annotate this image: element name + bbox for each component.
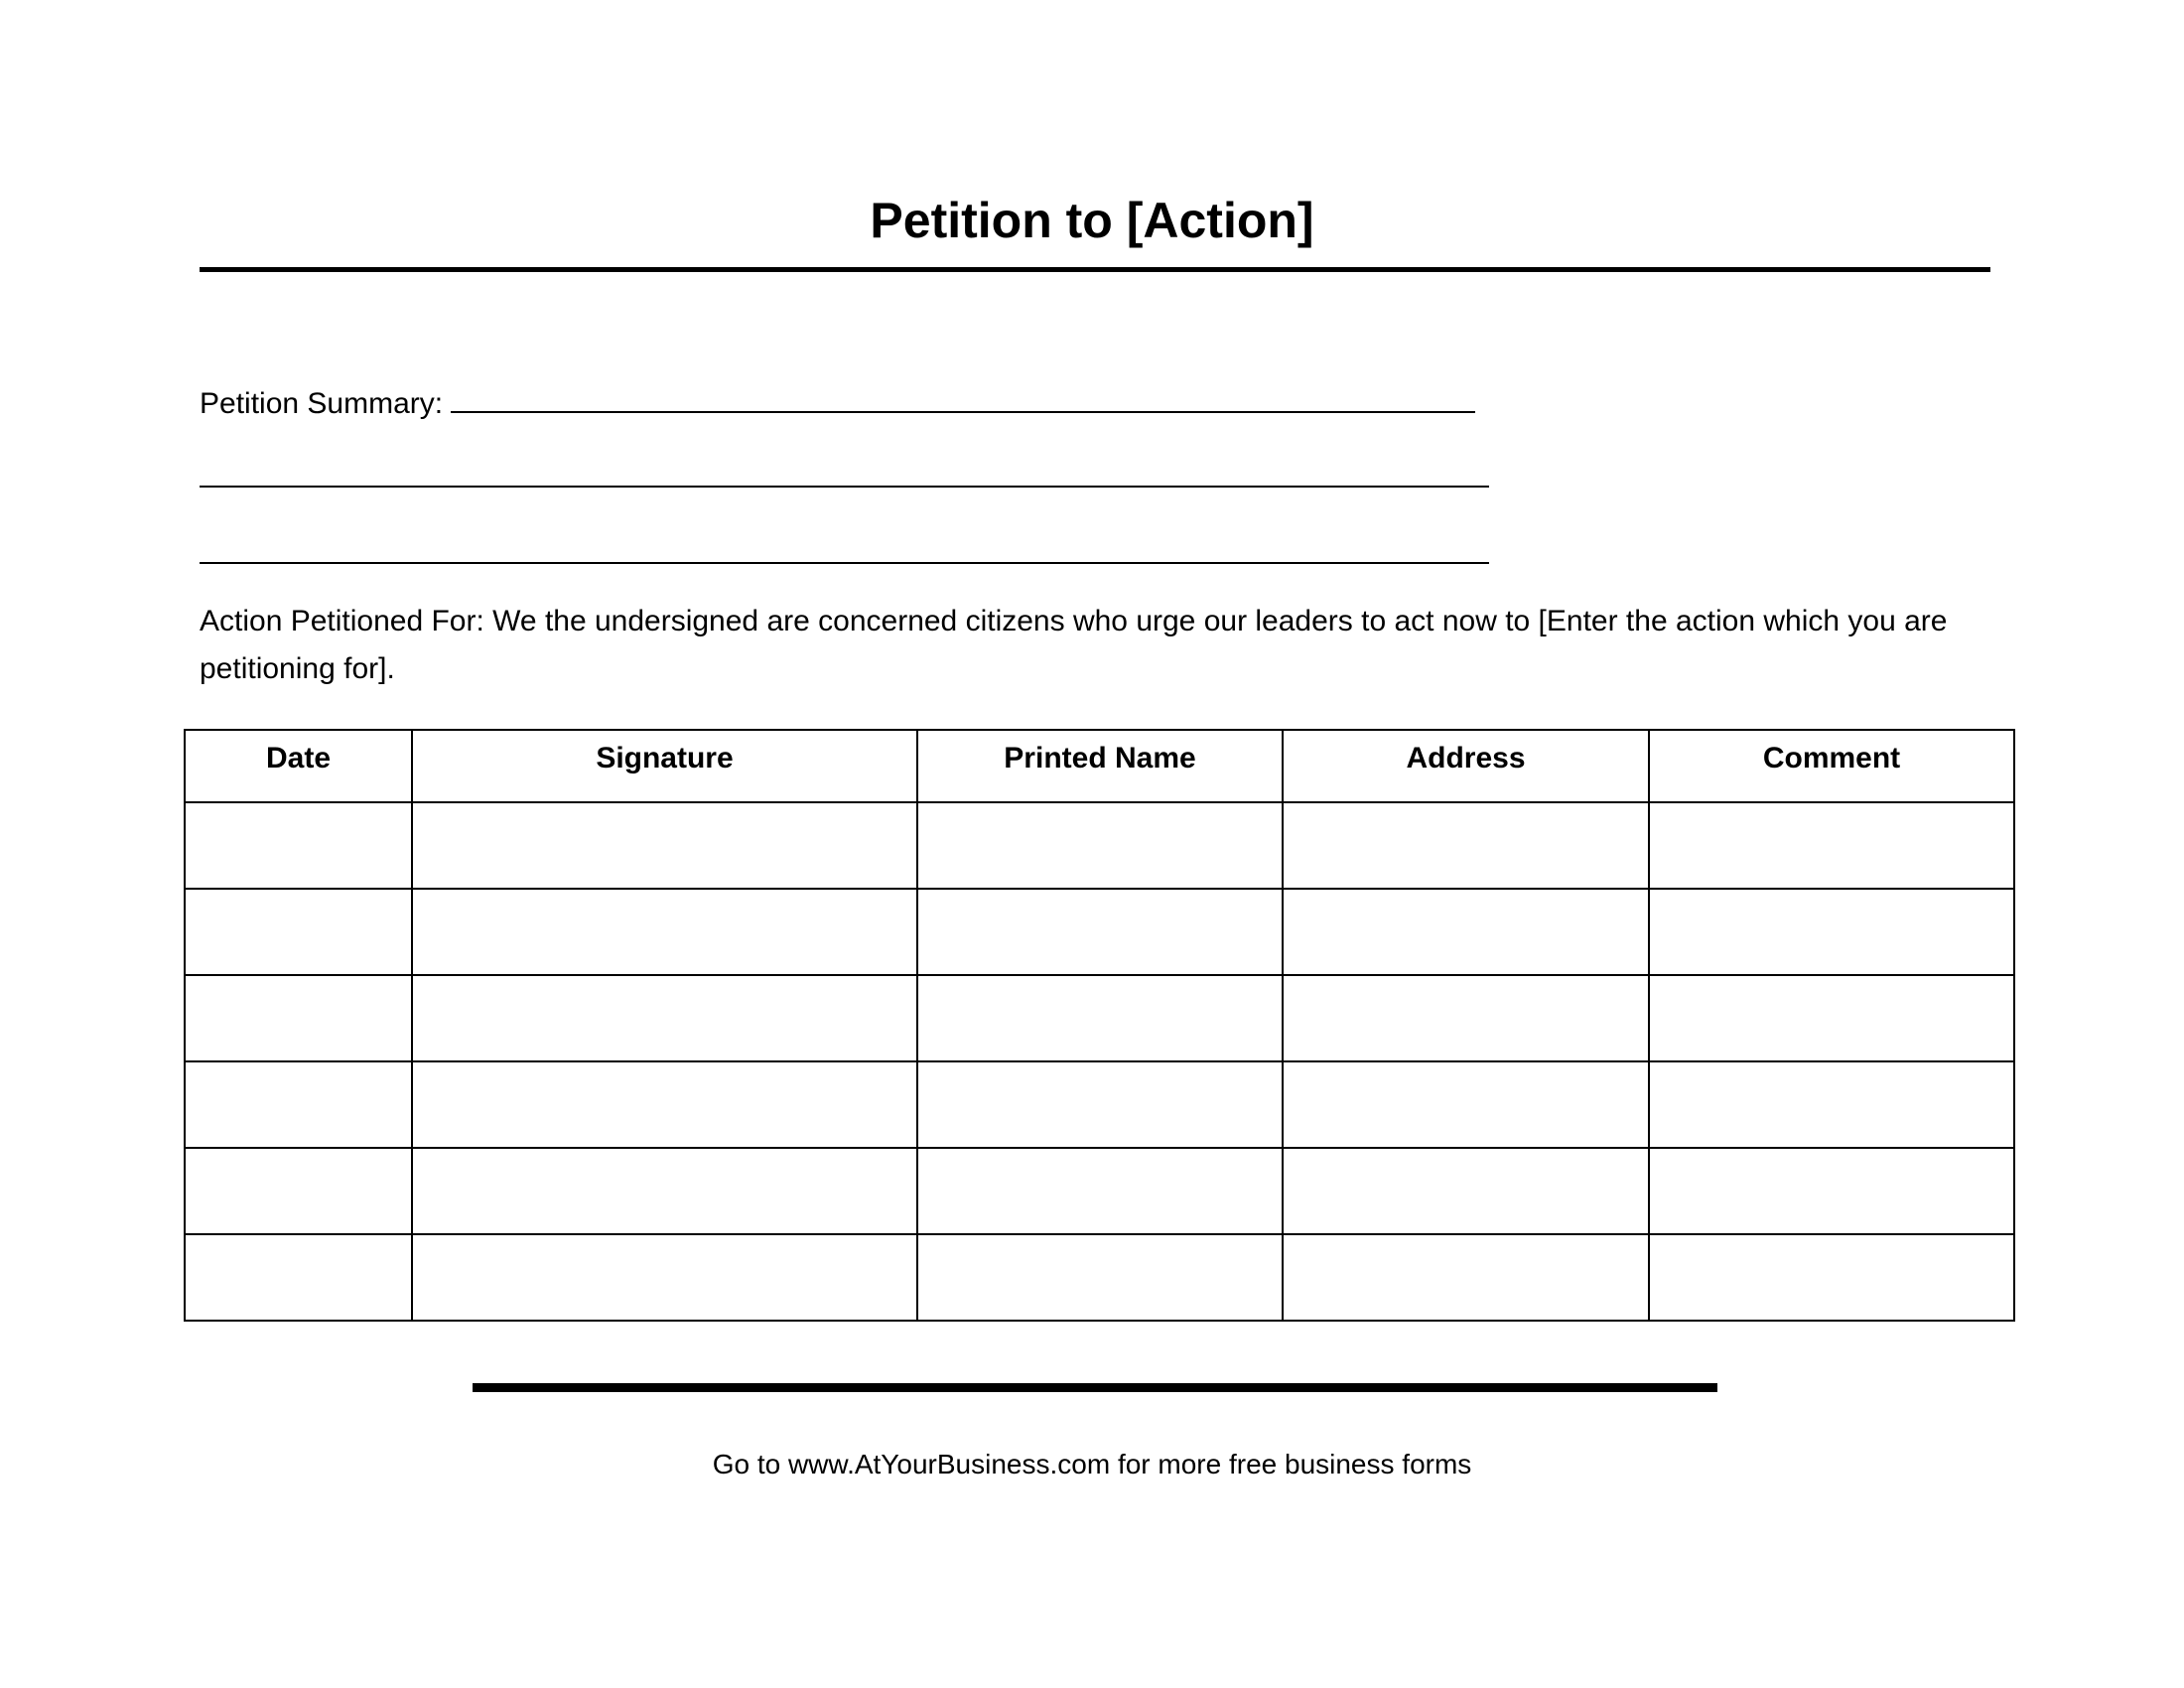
printed-name-cell[interactable] xyxy=(917,1234,1283,1321)
table-row xyxy=(185,1234,2014,1321)
date-cell[interactable] xyxy=(185,889,412,975)
title-divider xyxy=(200,267,1990,272)
address-cell[interactable] xyxy=(1283,1234,1649,1321)
printed-name-cell[interactable] xyxy=(917,1061,1283,1148)
petition-summary-blank-line[interactable] xyxy=(451,381,1475,413)
table-row xyxy=(185,802,2014,889)
comment-cell[interactable] xyxy=(1649,1234,2014,1321)
signature-cell[interactable] xyxy=(412,802,917,889)
footer-text: Go to www.AtYourBusiness.com for more free business forms xyxy=(712,1449,1472,1479)
action-petitioned-for-text: Action Petitioned For: We the undersigned are concerned citizens who urge our leaders to act now to [Enter the action which you are petitioning for]. xyxy=(200,605,1948,685)
petition-summary-label: Petition Summary: xyxy=(200,387,444,420)
printed-name-cell[interactable] xyxy=(917,975,1283,1061)
petition-summary-row xyxy=(200,381,1475,424)
table-row xyxy=(185,889,2014,975)
signature-cell[interactable] xyxy=(412,1148,917,1234)
table-header-row xyxy=(185,730,2014,802)
petition-summary-blank-line-2[interactable] xyxy=(200,486,1489,488)
column-header-date: Date xyxy=(185,730,412,802)
address-cell[interactable] xyxy=(1283,1061,1649,1148)
date-cell[interactable] xyxy=(185,802,412,889)
comment-cell[interactable] xyxy=(1649,1148,2014,1234)
comment-cell[interactable] xyxy=(1649,889,2014,975)
column-header-address: Address xyxy=(1283,730,1649,802)
printed-name-cell[interactable] xyxy=(917,889,1283,975)
comment-cell[interactable] xyxy=(1649,802,2014,889)
table-row xyxy=(185,1061,2014,1148)
address-cell[interactable] xyxy=(1283,889,1649,975)
comment-cell[interactable] xyxy=(1649,975,2014,1061)
address-cell[interactable] xyxy=(1283,802,1649,889)
signature-cell[interactable] xyxy=(412,975,917,1061)
table-row xyxy=(185,1148,2014,1234)
page-title: Petition to [Action] xyxy=(870,193,1314,248)
date-cell[interactable] xyxy=(185,1234,412,1321)
column-header-signature: Signature xyxy=(412,730,917,802)
column-header-printed-name: Printed Name xyxy=(917,730,1283,802)
date-cell[interactable] xyxy=(185,1061,412,1148)
signature-cell[interactable] xyxy=(412,1234,917,1321)
footer-divider xyxy=(473,1383,1717,1392)
address-cell[interactable] xyxy=(1283,1148,1649,1234)
signature-cell[interactable] xyxy=(412,1061,917,1148)
signature-table xyxy=(184,729,2015,1322)
comment-cell[interactable] xyxy=(1649,1061,2014,1148)
printed-name-cell[interactable] xyxy=(917,802,1283,889)
table-row xyxy=(185,975,2014,1061)
printed-name-cell[interactable] xyxy=(917,1148,1283,1234)
date-cell[interactable] xyxy=(185,975,412,1061)
petition-summary-blank-line-3[interactable] xyxy=(200,562,1489,564)
signature-cell[interactable] xyxy=(412,889,917,975)
date-cell[interactable] xyxy=(185,1148,412,1234)
column-header-comment: Comment xyxy=(1649,730,2014,802)
address-cell[interactable] xyxy=(1283,975,1649,1061)
